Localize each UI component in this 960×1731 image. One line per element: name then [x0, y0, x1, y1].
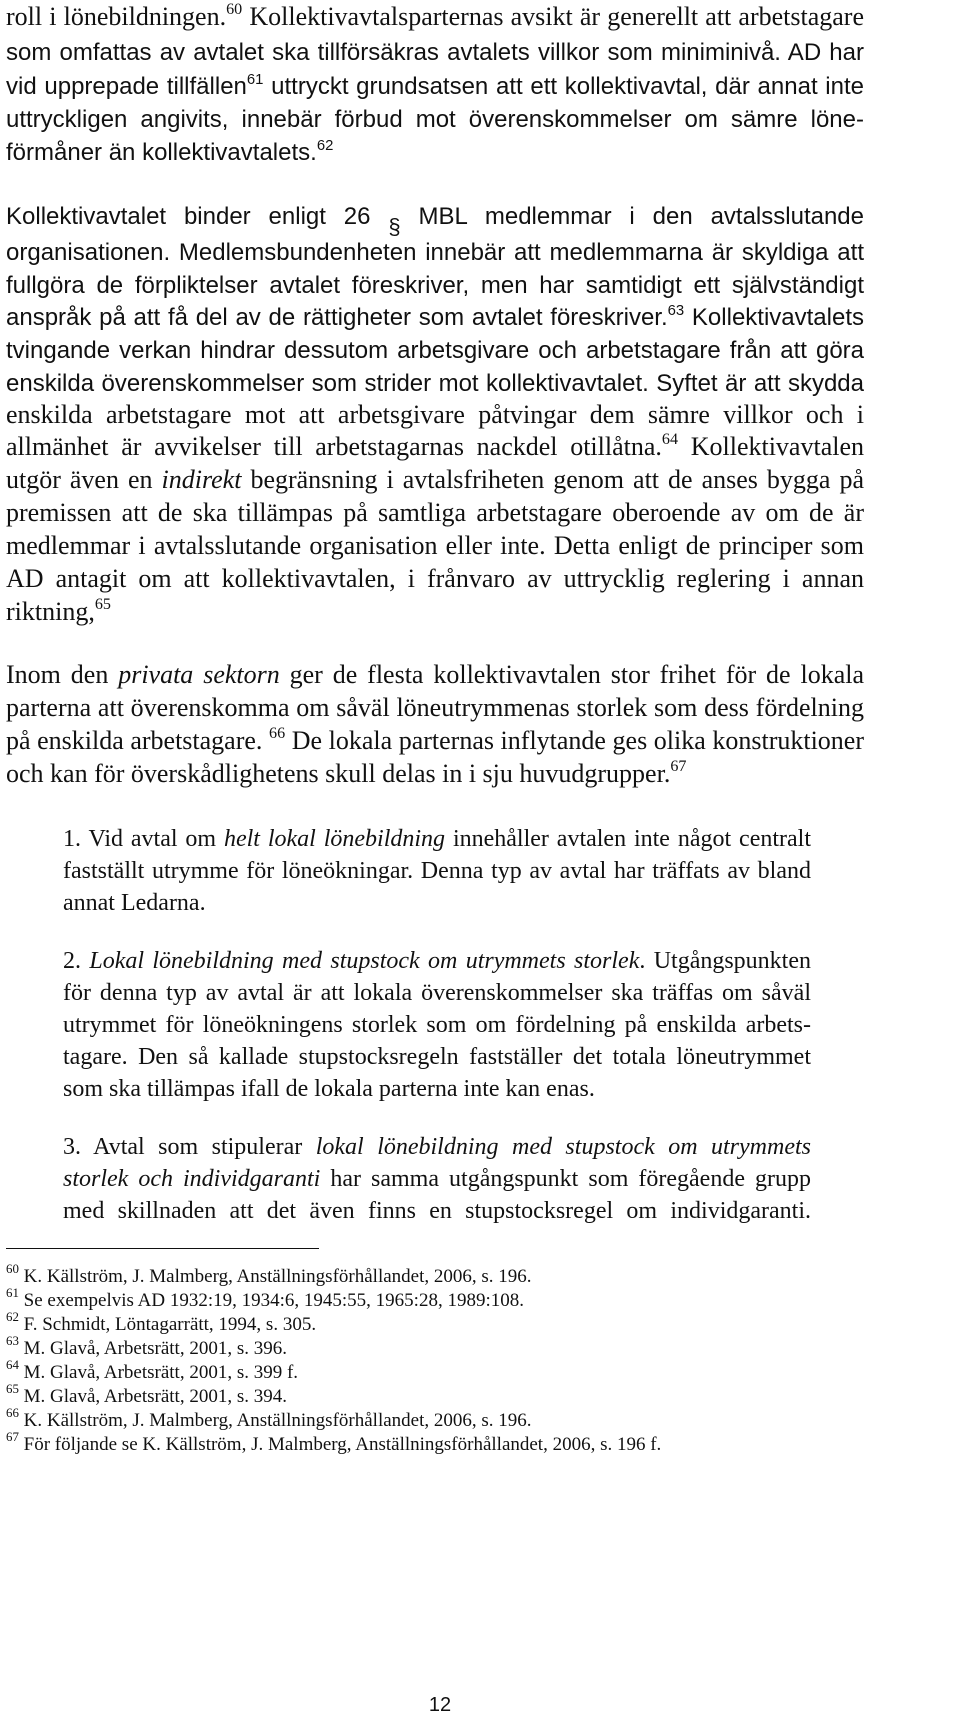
- list-item-3-line-2: storlek och individgaranti har samma utgångspunkt som föregående grupp: [63, 1166, 811, 1192]
- footnote-ref-60[interactable]: 60: [226, 0, 243, 18]
- paragraph-2-line-8: allmänhet är avvikelser till arbetstagarnas nackdel otillåtna.$^{64}$ Kollektivavtalen: [6, 430, 864, 461]
- footnote-62: $^{62}$ F. Schmidt, Löntagarrätt, 1994, s. 305.: [6, 1309, 317, 1335]
- footnote-ref-63[interactable]: 63: [667, 302, 685, 319]
- list-item-2-line-5: som ska tillämpas ifall de lokala parterna inte kan enas.: [63, 1076, 595, 1102]
- footnote-ref-67[interactable]: 67: [670, 757, 687, 775]
- list-item-3-line-1: 3. Avtal som stipulerar lokal lönebildning med stupstock om utrymmets: [63, 1134, 812, 1160]
- section-sign: §: [388, 214, 401, 239]
- list-item-2-line-4: tagare. Den så kallade stupstocksregeln fastställer det totala löneutrymmet: [63, 1044, 811, 1070]
- footnote-60: $^{60}$ K. Källström, J. Malmberg, Anställningsförhållandet, 2006, s. 196.: [6, 1261, 532, 1287]
- paragraph-3-line-2: parterna att överenskomma om såväl löneutrymmenas storlek som dess fördelning: [6, 693, 864, 722]
- list-item-1-line-3: annat Ledarna.: [63, 890, 206, 916]
- footnote-ref-65[interactable]: 65: [94, 595, 111, 613]
- footnote-67: $^{67}$ För följande se K. Källström, J. Malmberg, Anställningsförhållandet, 2006, s. 196 f.: [6, 1429, 662, 1455]
- paragraph-2-line-12: AD antagit om att kollektivavtalen, i frånvaro av uttrycklig reglering i annan: [6, 564, 864, 593]
- list-item-2-line-1: 2. Lokal lönebildning med stupstock om utrymmets storlek. Utgångspunkten: [63, 948, 811, 974]
- footnote-ref-66[interactable]: 66: [269, 724, 286, 742]
- paragraph-2-line-7: enskilda arbetstagare mot att arbetsgivare påtvingar dem sämre villkor och i: [6, 400, 864, 429]
- footnote-64: $^{64}$ M. Glavå, Arbetsrätt, 2001, s. 399 f.: [6, 1357, 299, 1383]
- emphasis-privata-sektorn: privata sektorn: [118, 660, 280, 689]
- paragraph-2-line-5: tvingande verkan hindrar dessutom arbetsgivare och arbetstagare från att göra: [6, 337, 864, 364]
- footnote-66: $^{66}$ K. Källström, J. Malmberg, Anställningsförhållandet, 2006, s. 196.: [6, 1405, 532, 1431]
- paragraph-3-line-1: Inom den privata sektorn ger de flesta kollektivavtalen stor frihet för de lokala: [6, 660, 864, 689]
- paragraph-1-line-5: förmåner än kollektivavtalets.$^{62}$: [6, 137, 334, 166]
- paragraph-2-line-13: riktning,$^{65}$: [6, 595, 111, 626]
- paragraph-2-line-10: premissen att de ska tillämpas på samtliga arbetstagare oberoende av om de är: [6, 498, 864, 527]
- footnote-separator: [6, 1248, 319, 1249]
- list-item-2-line-3: utrymmet för löneökningens storlek som om fördelning på enskilda arbets-: [63, 1012, 811, 1038]
- paragraph-2-line-4: anspråk på att få del av de rättigheter som avtalet föreskriver.$^{63}$ Kollektivavtalets: [6, 302, 864, 331]
- paragraph-3-line-3: på enskilda arbetstagare. $^{66}$ De lokala parternas inflytande ges olika konstruktioner: [6, 724, 864, 755]
- paragraph-1-line-1: roll i lönebildningen.$^{60}$ Kollektivavtalsparternas avsikt är generellt att arbetstagare: [6, 0, 864, 31]
- footnote-61: $^{61}$ Se exempelvis AD 1932:19, 1934:6, 1945:55, 1965:28, 1989:108.: [6, 1285, 524, 1311]
- paragraph-1-line-4: uttryckligen angivits, innebär förbud mot överenskommelser om sämre löne-: [6, 106, 864, 133]
- footnote-ref-61[interactable]: 61: [246, 71, 264, 88]
- footnote-ref-62[interactable]: 62: [316, 137, 334, 154]
- emphasis-indirekt: indirekt: [161, 465, 242, 494]
- footnote-65: $^{65}$ M. Glavå, Arbetsrätt, 2001, s. 394.: [6, 1381, 287, 1407]
- paragraph-2-line-9: utgör även en indirekt begränsning i avtalsfriheten genom att de anses bygga på: [6, 465, 864, 494]
- paragraph-2-line-6: enskilda överenskommelser som strider mot kollektivavtalet. Syftet är att skydda: [6, 370, 864, 397]
- paragraph-1-line-2: som omfattas av avtalet ska tillförsäkras avtalets villkor som miniminivå. AD har: [6, 39, 864, 66]
- paragraph-3-line-4: och kan för överskådlighetens skull delas in i sju huvudgrupper.$^{67}$: [6, 757, 687, 788]
- paragraph-2-line-2: organisationen. Medlemsbundenheten innebär att medlemmarna är skyldiga att: [6, 239, 864, 266]
- list-item-3-line-3: med skillnaden att det även finns en stupstocksregel om individgaranti.: [63, 1198, 811, 1224]
- footnote-63: $^{63}$ M. Glavå, Arbetsrätt, 2001, s. 396.: [6, 1333, 287, 1359]
- list-item-1-line-2: fastställt utrymme för löneökningar. Denna typ av avtal har träffats av bland: [63, 858, 811, 884]
- paragraph-2-line-3: fullgöra de förpliktelser avtalet föreskriver, men har samtidigt ett självständigt: [6, 272, 864, 299]
- list-item-1-line-1: 1. Vid avtal om helt lokal lönebildning innehåller avtalen inte något centralt: [63, 826, 811, 852]
- page-number: 12: [428, 1694, 452, 1716]
- footnote-ref-64[interactable]: 64: [661, 430, 679, 448]
- paragraph-1-line-3: vid upprepade tillfällen$^{61}$ uttryckt grundsatsen att ett kollektivavtal, där annat inte: [6, 71, 864, 100]
- paragraph-2-line-1: Kollektivavtalet binder enligt 26 § MBL medlemmar i den avtalsslutande: [6, 203, 865, 239]
- paragraph-2-line-11: medlemmar i avtalsslutande organisation eller inte. Detta enligt de principer som: [6, 531, 864, 560]
- list-item-2-line-2: för denna typ av avtal är att lokala överenskommelser ska träffas om såväl: [63, 980, 811, 1006]
